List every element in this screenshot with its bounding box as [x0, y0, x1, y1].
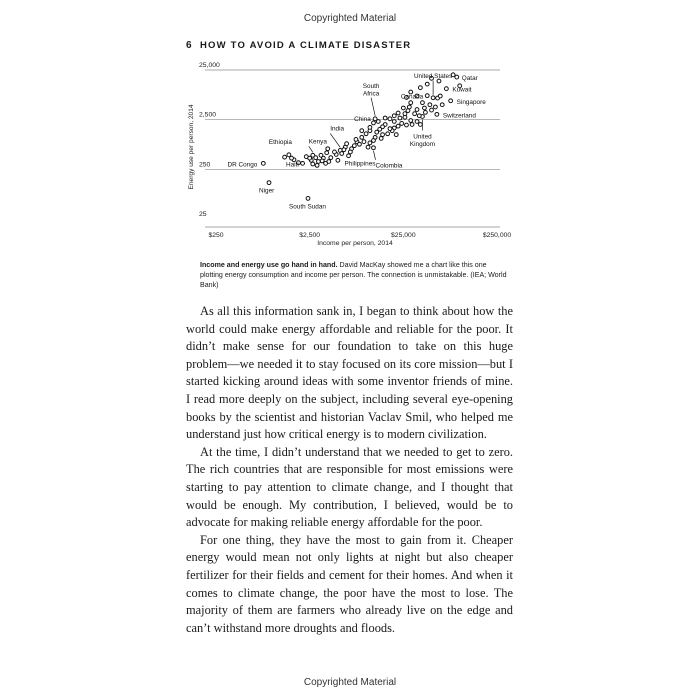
data-point — [444, 87, 448, 91]
data-point — [306, 196, 310, 200]
data-point — [383, 116, 387, 120]
data-point — [449, 99, 453, 103]
data-point — [358, 142, 362, 146]
caption-text: David MacKay showed me a chart like this one plotting energy consumption and income per person. The connection is unmistakable. (IEA; World Bank) — [200, 261, 507, 289]
label-canada: Canada — [400, 93, 424, 101]
data-point — [372, 121, 376, 125]
data-point — [267, 181, 271, 185]
caption-lead: Income and energy use go hand in hand. — [200, 261, 338, 269]
data-point — [418, 123, 422, 127]
data-point — [407, 105, 411, 109]
data-point — [392, 114, 396, 118]
data-point — [360, 135, 364, 139]
data-point — [405, 123, 409, 127]
data-point — [394, 133, 398, 137]
data-point — [326, 147, 330, 151]
x-tick-label: $250,000 — [482, 232, 512, 239]
label-ethiopia: Ethiopia — [268, 138, 292, 146]
x-tick-label: $25,000 — [391, 232, 416, 239]
label-switzerland: Switzerland — [442, 112, 476, 120]
label-singapore: Singapore — [456, 98, 486, 106]
data-point — [415, 108, 419, 112]
label-india: India — [330, 125, 345, 133]
data-point — [418, 86, 422, 90]
data-point — [368, 125, 372, 129]
data-point — [398, 116, 402, 120]
data-point — [386, 132, 390, 136]
label-philippines: Philippines — [344, 160, 376, 168]
data-point — [413, 112, 417, 116]
data-point — [347, 154, 351, 158]
x-axis-title: Income per person, 2014 — [317, 240, 393, 247]
page-number: 6 — [186, 40, 192, 51]
running-title: HOW TO AVOID A CLIMATE DISASTER — [200, 40, 412, 51]
data-point — [423, 106, 427, 110]
body-text — [186, 303, 513, 637]
data-point — [396, 124, 400, 128]
label-united-states: United States — [413, 72, 453, 80]
figure-caption — [200, 260, 510, 290]
data-point — [311, 162, 315, 166]
data-point — [400, 122, 404, 126]
copyright-watermark-top: Copyrighted Material — [303, 13, 397, 24]
leader-south-africa — [371, 98, 375, 116]
data-point — [340, 152, 344, 156]
data-point — [409, 119, 413, 123]
data-point — [431, 96, 435, 100]
data-point — [415, 120, 419, 124]
data-point — [403, 112, 407, 116]
data-point — [314, 156, 318, 160]
data-point — [425, 94, 429, 98]
data-point — [425, 82, 429, 86]
label-kenya: Kenya — [308, 138, 327, 146]
copyright-watermark-bottom: Copyrighted Material — [303, 677, 397, 688]
data-point — [301, 161, 305, 165]
label-china: China — [354, 115, 371, 123]
y-tick-label: 2,500 — [199, 111, 217, 119]
label-dr-congo: DR Congo — [227, 161, 258, 169]
data-point — [455, 75, 459, 79]
data-point — [366, 145, 370, 149]
label-colombia: Colombia — [375, 162, 403, 170]
data-point — [308, 156, 312, 160]
data-point — [325, 151, 329, 155]
label-kuwait: Kuwait — [452, 86, 472, 94]
scatter-chart — [0, 0, 700, 260]
data-point — [336, 158, 340, 162]
data-point — [430, 108, 434, 112]
x-tick-labels — [208, 232, 511, 239]
data-point — [434, 105, 438, 109]
label-south-sudan: South Sudan — [289, 203, 326, 211]
label-niger: Niger — [259, 187, 275, 195]
data-point — [342, 148, 346, 152]
data-point — [320, 159, 324, 163]
paragraph-3: For one thing, they have the most to gain from it. Cheaper energy would mean not only lights at night but also cheaper fertilizer for their fields and cement for their homes. And when it comes to climate change, the poor have the most to lose. The majority of them are farmers who already live on the edge and can’t withstand more droughts and floods. — [186, 532, 513, 635]
data-point — [364, 132, 368, 136]
data-point — [372, 146, 376, 150]
data-point — [290, 156, 294, 160]
y-tick-label: 25 — [199, 211, 207, 218]
data-point — [438, 94, 442, 98]
data-point — [388, 117, 392, 121]
data-point — [319, 153, 323, 157]
data-point — [388, 127, 392, 131]
data-point — [392, 120, 396, 124]
data-point — [435, 112, 439, 116]
data-point — [423, 111, 427, 115]
data-point — [417, 114, 421, 118]
paragraph-2: At the time, I didn’t understand that we needed to get to zero. The rich countries that are responsible for most emissions were starting to pay attention to climate change, and I thought that would be enough. My contribution, I believed, would be to advocate for making reliable energy affordable for the poor. — [186, 444, 513, 530]
leader-kenya — [309, 146, 313, 152]
y-tick-labels — [199, 62, 220, 218]
data-point — [317, 160, 321, 164]
data-point — [375, 130, 379, 134]
y-axis-title: Energy use per person, 2014 — [188, 104, 195, 190]
data-point — [261, 161, 265, 165]
data-point — [381, 133, 385, 137]
data-point — [401, 106, 405, 110]
label-south-africa: South Africa — [362, 82, 380, 98]
data-point — [283, 155, 287, 159]
data-point — [368, 141, 372, 145]
data-point — [428, 103, 432, 107]
label-haiti: Haiti — [285, 161, 299, 169]
y-tick-label: 25,000 — [199, 62, 220, 69]
data-point — [362, 140, 366, 144]
leader-india — [330, 133, 340, 147]
label-united-kingdom: United Kingdom — [409, 133, 436, 148]
x-tick-label: $2,500 — [299, 232, 321, 239]
data-point — [372, 139, 376, 143]
data-point — [376, 120, 380, 124]
data-point — [409, 101, 413, 105]
data-point — [345, 142, 349, 146]
data-point — [360, 129, 364, 133]
data-point — [396, 111, 400, 115]
data-point — [410, 123, 414, 127]
data-point — [315, 164, 319, 168]
label-qatar: Qatar — [461, 75, 478, 83]
x-tick-label: $250 — [208, 232, 224, 239]
data-point — [421, 101, 425, 105]
data-point — [354, 138, 358, 142]
data-point — [440, 103, 444, 107]
y-tick-label: 250 — [199, 161, 211, 169]
data-point — [333, 150, 337, 154]
data-point — [329, 156, 333, 160]
leader-colombia — [373, 151, 375, 160]
paragraph-1: As all this information sank in, I began to think about how the world could make energy affordable and reliable for the poor. It didn’t make sense for our foundation to take on this huge problem—we needed it to stay focused on its core mission—but I started kicking around ideas with some inventor friends of mine. I read more deeply on the subject, including several eye-opening books by the scientist and historian Vaclav Smil, who helped me understand just how critical energy is to modern civilization. — [186, 304, 513, 442]
data-point — [348, 150, 352, 154]
data-point — [379, 136, 383, 140]
